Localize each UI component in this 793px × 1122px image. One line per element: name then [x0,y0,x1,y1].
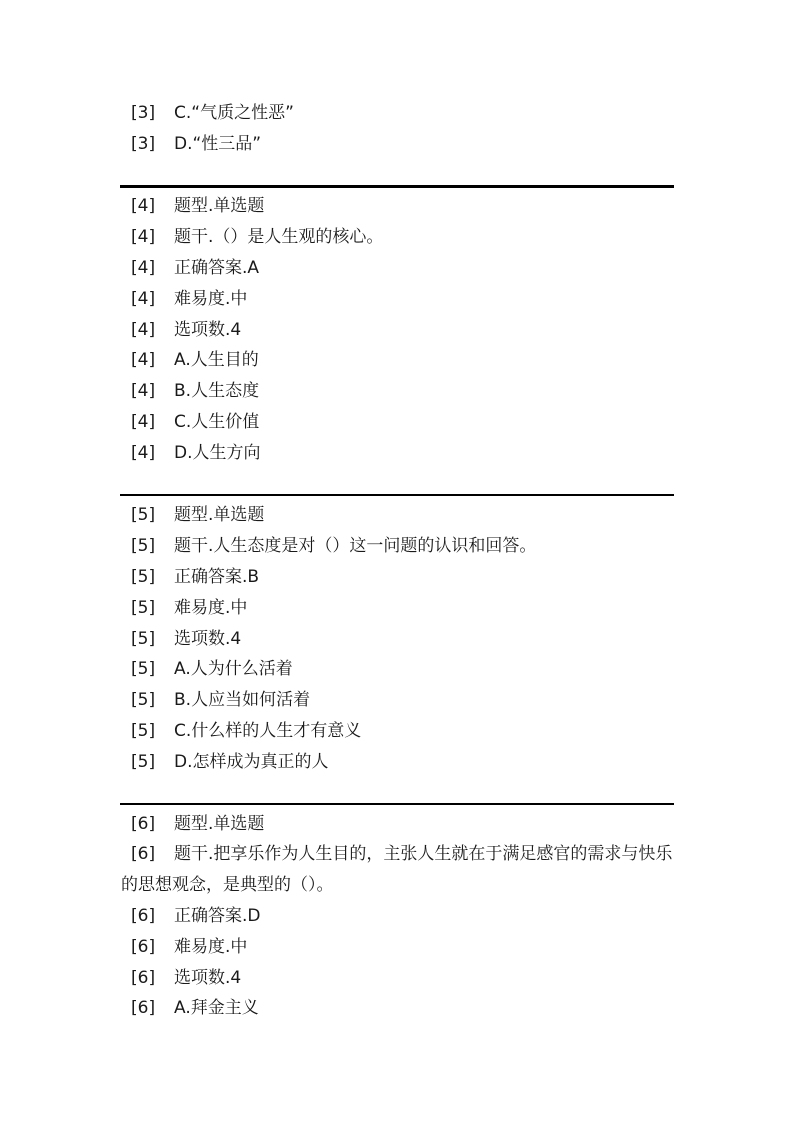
q5-stem [131,534,536,558]
question-number: [4] [131,320,156,340]
line-text: 正确答案.A [174,258,260,278]
q6-option-a [131,996,259,1020]
line-text: 正确答案.D [174,906,261,926]
q5-option-count [131,627,241,651]
question-number: [3] [131,103,156,123]
q6-difficulty [131,935,247,959]
line-text: B.人应当如何活着 [174,690,311,710]
section-divider [120,185,674,188]
q6-option-count [131,966,241,990]
question-number: [6] [131,844,156,864]
line-text: 题型.单选题 [174,196,265,216]
q4-stem [131,225,383,249]
q5-difficulty [131,596,247,620]
line-text: C.什么样的人生才有意义 [174,721,362,741]
question-number: [6] [131,998,156,1018]
question-number: [5] [131,690,156,710]
q5-option-d [131,750,329,774]
line-text: A.拜金主义 [174,998,259,1018]
question-number: [6] [131,937,156,957]
q5-option-c [131,719,361,743]
q5-option-b [131,688,310,712]
q4-option-a [131,348,259,372]
q6-type [131,812,264,836]
question-number: [5] [131,752,156,772]
q3-option-d [131,132,261,156]
q4-option-count [131,318,241,342]
line-text: D.人生方向 [174,443,261,463]
q5-answer [131,565,259,589]
section-divider [120,803,674,805]
question-number: [5] [131,659,156,679]
q4-option-c [131,410,259,434]
question-number: [4] [131,443,156,463]
line-text: 选项数.4 [174,968,242,988]
line-text: C.人生价值 [174,412,260,432]
question-number: [5] [131,505,156,525]
question-number: [5] [131,598,156,618]
q4-option-b [131,379,259,403]
line-text: 题型.单选题 [174,814,265,834]
line-text: D.“性三品” [174,134,262,154]
line-text: 题干.人生态度是对（）这一问题的认识和回答。 [174,536,537,556]
q4-answer [131,256,259,280]
q4-option-d [131,441,261,465]
question-number: [5] [131,629,156,649]
question-number: [4] [131,350,156,370]
q4-type [131,194,264,218]
section-divider [120,494,674,496]
q6-answer [131,904,261,928]
line-text: 选项数.4 [174,320,242,340]
q4-difficulty [131,287,247,311]
q6-stem [121,839,681,901]
question-number: [5] [131,567,156,587]
question-number: [4] [131,381,156,401]
line-text: C.“气质之性恶” [174,103,294,123]
q5-option-a [131,657,293,681]
q5-type [131,503,264,527]
question-number: [5] [131,536,156,556]
question-number: [6] [131,906,156,926]
question-number: [5] [131,721,156,741]
line-text: 难易度.中 [174,598,248,618]
line-text: 正确答案.B [174,567,260,587]
line-text: 题型.单选题 [174,505,265,525]
line-text: 题干.（）是人生观的核心。 [174,227,384,247]
question-number: [4] [131,289,156,309]
line-text: 题干.把享乐作为人生目的，主张人生就在于满足感官的需求与快乐的思想观念，是典型的（）。 [121,844,673,895]
q3-option-c [131,101,294,125]
line-text: A.人为什么活着 [174,659,293,679]
question-number: [6] [131,814,156,834]
question-number: [6] [131,968,156,988]
line-text: D.怎样成为真正的人 [174,752,329,772]
question-number: [3] [131,134,156,154]
line-text: A.人生目的 [174,350,259,370]
question-number: [4] [131,412,156,432]
line-text: 难易度.中 [174,289,248,309]
line-text: 选项数.4 [174,629,242,649]
line-text: 难易度.中 [174,937,248,957]
question-number: [4] [131,258,156,278]
question-number: [4] [131,196,156,216]
question-number: [4] [131,227,156,247]
line-text: B.人生态度 [174,381,260,401]
